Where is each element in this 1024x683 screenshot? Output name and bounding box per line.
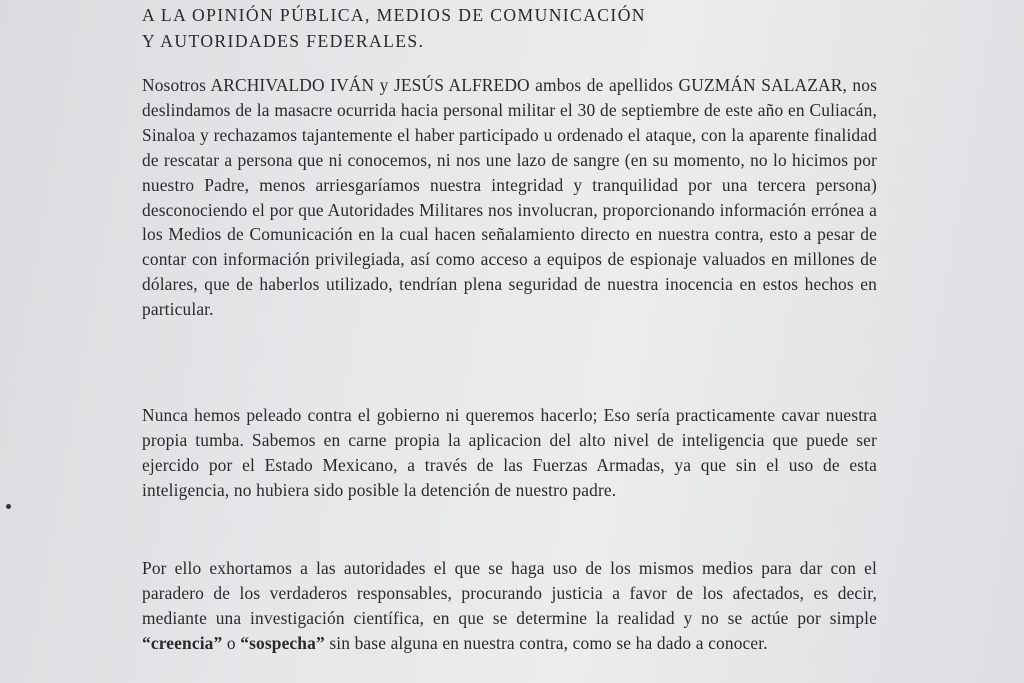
header-line-2: Y AUTORIDADES FEDERALES.: [142, 31, 425, 51]
paragraph-3-text-c: sin base alguna en nuestra contra, como se ha dado a conocer.: [324, 632, 768, 653]
paragraph-3: [142, 556, 877, 656]
header-line-1: A LA OPINIÓN PÚBLICA, MEDIOS DE COMUNICACIÓN: [142, 5, 646, 25]
paragraph-1: Nosotros ARCHIVALDO IVÁN y JESÚS ALFREDO ambos de apellidos GUZMÁN SALAZAR, nos deslindamos de la masacre ocurrida hacia personal militar el 30 de septiembre de este año en Culiacán, Sinaloa y rechazamos tajantemente el haber participado u ordenado el ataque, con la aparente finalidad de rescatar a persona que ni conocemos, ni nos une lazo de sangre (en su momento, no lo hicimos por nuestro Padre, menos arriesgaríamos nuestra integridad y tranquilidad por una tercera persona) desconociendo el por que Autoridades Militares nos involucran, proporcionando información errónea a los Medios de Comunicación en la cual hacen señalamiento directo en nuestra contra, esto a pesar de contar con información privilegiada, así como acceso a equipos de espionaje valuados en millones de dólares, que de haberlos utilizado, tendrían plena seguridad de nuestra inocencia en estos hechos en particular.: [142, 75, 877, 320]
term-sospecha: “sospecha”: [240, 632, 325, 653]
letter-header: [142, 2, 742, 54]
paragraph-3-text-a: Por ello exhortamos a las autoridades el que se haga uso de los mismos medios para dar con el paradero de los verdaderos responsables, procurando justicia a favor de los afectados, es decir, mediante una investigación científica, en que se determine la realidad y no se actúe por simple: [142, 558, 877, 628]
margin-dot: [6, 504, 11, 509]
paragraph-2: Nunca hemos peleado contra el gobierno ni queremos hacerlo; Eso sería practicamente cavar nuestra propia tumba. Sabemos en carne propia la aplicacion del alto nivel de inteligencia que puede ser ejercido por el Estado Mexicano, a través de las Fuerzas Armadas, ya que sin el uso de esta inteligencia, no hubiera sido posible la detención de nuestro padre.: [142, 405, 877, 500]
letter-page: [142, 0, 877, 683]
term-creencia: “creencia”: [142, 632, 223, 653]
paragraph-3-text-b: o: [222, 632, 241, 653]
